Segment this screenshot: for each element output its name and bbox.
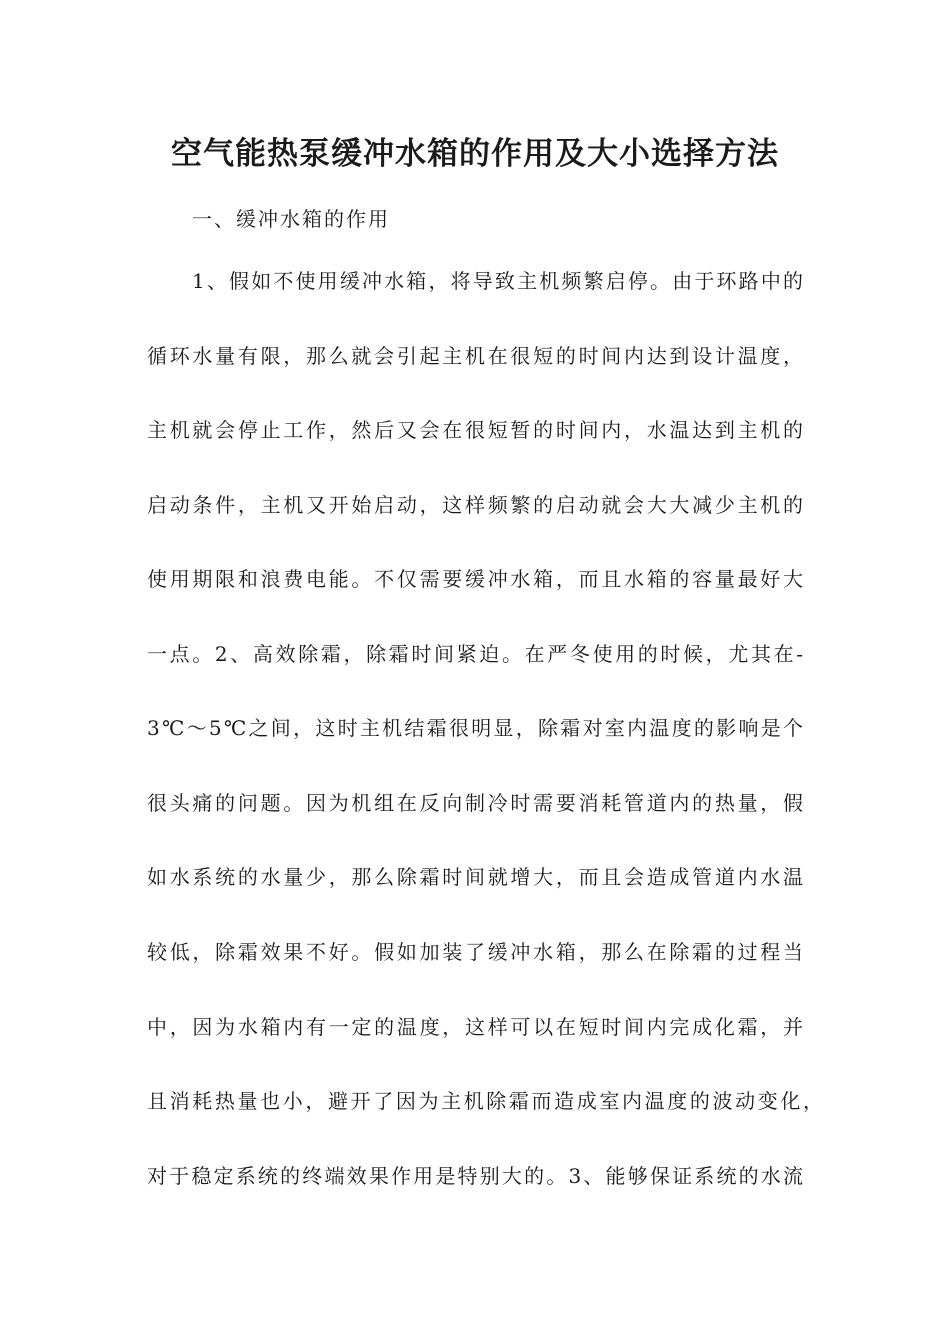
body-line: 启动条件，主机又开始启动，这样频繁的启动就会大大减少主机的 [147,493,803,517]
body-line: 对于稳定系统的终端效果作用是特别大的。3、能够保证系统的水流 [147,1164,803,1188]
body-line: 很头痛的问题。因为机组在反向制冷时需要消耗管道内的热量，假 [147,791,803,815]
body-line: 使用期限和浪费电能。不仅需要缓冲水箱，而且水箱的容量最好大 [147,567,803,591]
body-line: 如水系统的水量少，那么除霜时间就增大，而且会造成管道内水温 [147,865,803,889]
body-line: 较低，除霜效果不好。假如加装了缓冲水箱，那么在除霜的过程当 [147,940,803,964]
body-line: 循环水量有限，那么就会引起主机在很短的时间内达到设计温度， [147,344,803,368]
section-heading: 一、缓冲水箱的作用 [192,207,390,231]
body-line: 中，因为水箱内有一定的温度，这样可以在短时间内完成化霜，并 [147,1015,803,1039]
body-line: 主机就会停止工作，然后又会在很短暂的时间内，水温达到主机的 [147,418,803,442]
document-title: 空气能热泵缓冲水箱的作用及大小选择方法 [171,136,779,172]
body-line: 1、假如不使用缓冲水箱，将导致主机频繁启停。由于环路中的 [192,269,803,293]
body-line: 一点。2、高效除霜，除霜时间紧迫。在严冬使用的时候，尤其在- [147,642,803,666]
body-line: 3℃～5℃之间，这时主机结霜很明显，除霜对室内温度的影响是个 [147,716,803,740]
body-line: 且消耗热量也小，避开了因为主机除霜而造成室内温度的波动变化， [147,1089,823,1113]
